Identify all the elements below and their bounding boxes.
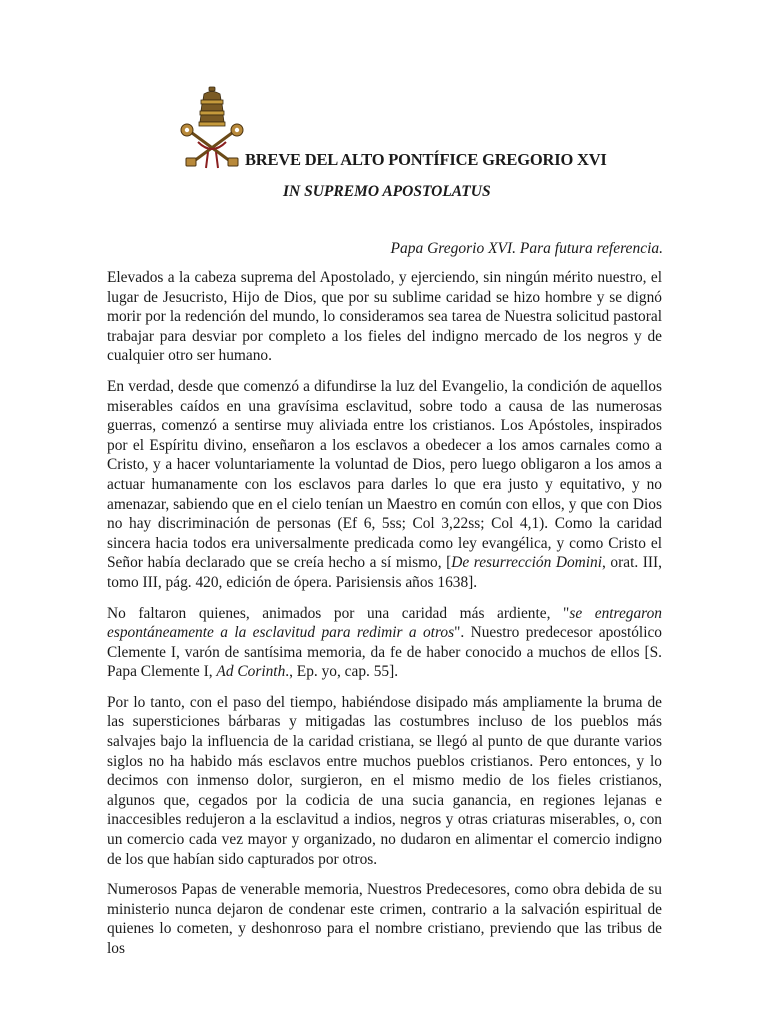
papal-coat-of-arms-icon bbox=[178, 86, 246, 172]
paragraph-2-italic-reference: De resurrección Domini bbox=[451, 554, 603, 572]
paragraph-3 bbox=[107, 604, 662, 682]
paragraph-2-text-before: En verdad, desde que comenzó a difundirse la luz del Evangelio, la condición de aquellos miserables caídos en una gravísima esclavitud, sobre todo a causa de las numerosas guerras, comenzó a sentirse muy aliviada entre los cristianos. Los Apóstoles, inspirados por el Espíritu divino, enseñaron a los esclavos a obedecer a los amos carnales como a Cristo, y a hacer voluntariamente la voluntad de Dios, pero luego obligaron a los amos a actuar humanamente con los esclavos para darles lo que era justo y equitativo, y no amenazar, sabiendo que en el cielo tenían un Maestro en común con ellos, y que con Dios no hay discriminación de personas (Ef 6, 5ss; Col 3,22ss; Col 4,1). Como la caridad sincera hacia todos era universalmente predicada como ley evangélica, y como Cristo el Señor había declarado que se creía hecho a sí mismo, [ bbox=[107, 377, 662, 572]
document-title: BREVE DEL ALTO PONTÍFICE GREGORIO XVI bbox=[245, 150, 607, 169]
paragraph-1: Elevados a la cabeza suprema del Apostolado, y ejerciendo, sin ningún mérito nuestro, el lugar de Jesucristo, Hijo de Dios, que por su sublime caridad se hizo hombre y se dignó morir por la redención del mundo, lo consideramos sea tarea de Nuestra solicitud pastoral trabajar para desviar por completo a los fieles del indigno mercado de los negros y de cualquier otro ser humano. bbox=[107, 269, 662, 365]
paragraph-3-text-after: ., Ep. yo, cap. 55]. bbox=[285, 663, 399, 681]
paragraph-3-text-before: No faltaron quienes, animados por una caridad más ardiente, " bbox=[107, 604, 570, 622]
document-address-line: Papa Gregorio XVI. Para futura referencia. bbox=[390, 240, 663, 257]
document-subtitle: IN SUPREMO APOSTOLATUS bbox=[283, 183, 491, 200]
paragraph-2 bbox=[107, 377, 662, 593]
document-body bbox=[107, 268, 662, 959]
paragraph-5: Numerosos Papas de venerable memoria, Nuestros Predecesores, como obra debida de su ministerio nunca dejaron de condenar este crimen, contrario a la salvación espiritual de quienes lo cometen, y deshonroso para el nombre cristiano, previendo que las tribus de los bbox=[107, 881, 662, 957]
paragraph-2-text-after: , orat. III, tomo III, pág. 420, edición de ópera. Parisiensis años 1638]. bbox=[107, 554, 662, 591]
paragraph-4: Por lo tanto, con el paso del tiempo, habiéndose disipado más ampliamente la bruma de las supersticiones bárbaras y mitigadas las costumbres incluso de los pueblos más salvajes bajo la influencia de la caridad cristiana, se llegó al punto de que durante varios siglos no ha habido más esclavos entre muchos pueblos cristianos. Pero entonces, y lo decimos con inmenso dolor, surgieron, en el mismo medio de los fieles cristianos, algunos que, cegados por la codicia de una sucia ganancia, en regiones lejanas e inaccesibles redujeron a la esclavitud a indios, negros y otras criaturas miserables, o, con un comercio cada vez mayor y organizado, no dudaron en alimentar el comercio indigno de los que habían sido capturados por otros. bbox=[107, 693, 662, 868]
paragraph-3-italic-reference: Ad Corinth bbox=[216, 663, 286, 681]
paragraph-3-italic-quote: se entregaron espontáneamente a la esclavitud para redimir a otros bbox=[107, 604, 662, 642]
paragraph-3-text-middle: ". Nuestro predecesor apostólico Clemente I, varón de santísima memoria, da fe de haber conocido a muchos de ellos [S. Papa Clemente I, bbox=[107, 624, 663, 681]
